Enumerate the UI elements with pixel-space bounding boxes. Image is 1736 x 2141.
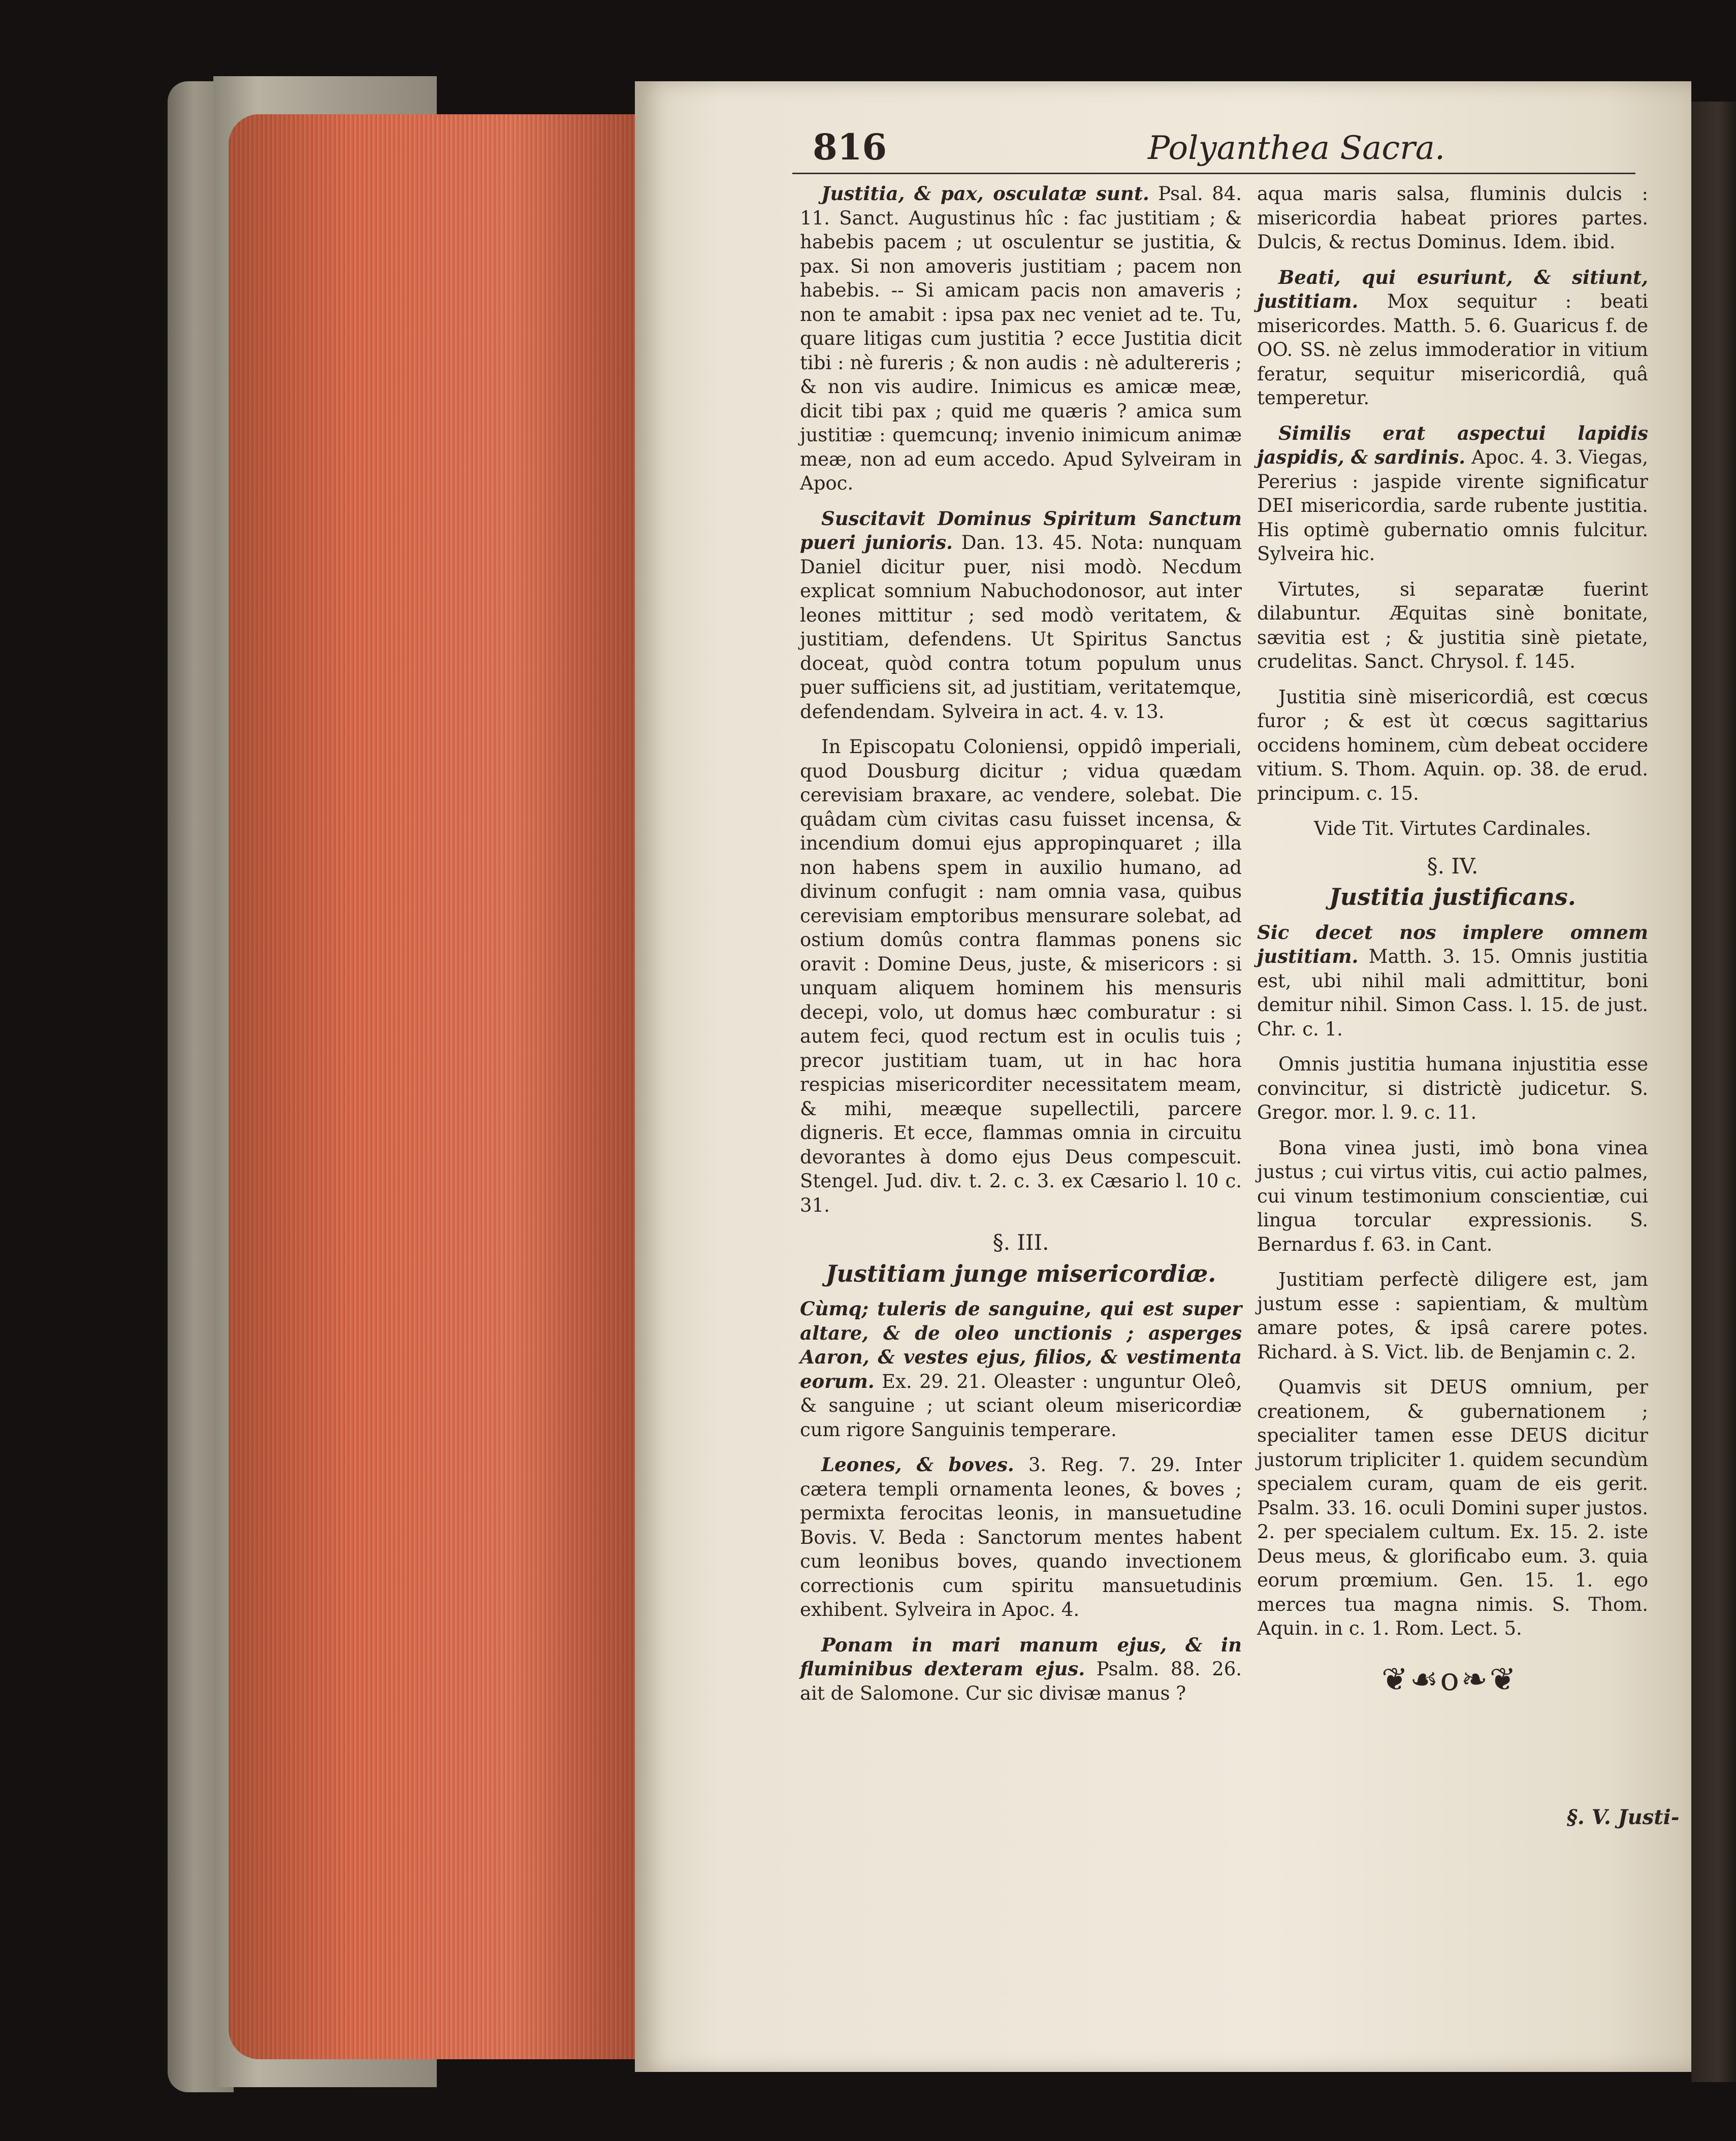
paragraph	[1257, 921, 1648, 1042]
section-number: §. IV.	[1427, 853, 1478, 879]
paragraph-text: Psalm. 88. 26. ait de Salomone. Cur sic divisæ manus ?	[800, 1658, 1242, 1704]
paragraph	[800, 735, 1242, 1217]
section-title: Justitiam junge misericordiæ.	[825, 1259, 1216, 1287]
paragraph-lead: Ponam in mari manum ejus, & in fluminibus dexteram ejus.	[800, 1633, 1242, 1680]
paragraph	[1257, 1052, 1648, 1125]
paragraph-text: Matth. 3. 15. Omnis justitia est, ubi nihil mali admittitur, boni demitur nihil. Simon Cass. l. 15. de just. Chr. c. 1.	[1257, 946, 1648, 1040]
paragraph-lead: Beati, qui esuriunt, & sitiunt, justitiam.	[1257, 266, 1648, 312]
paragraph-text: Vide Tit. Virtutes Cardinales.	[1314, 818, 1591, 839]
paragraph-text: Justitiam perfectè diligere est, jam justum esse : sapientiam, & multùm amare potes, & ipsâ carere potes. Richard. à S. Vict. lib. de Benjamin c. 2.	[1257, 1269, 1648, 1363]
paragraph-text: Omnis justitia humana injustitia esse convincitur, si districtè judicetur. S. Gregor. mor. l. 9. c. 11.	[1257, 1053, 1648, 1123]
paragraph	[1257, 1375, 1648, 1641]
paragraph-text: Ex. 29. 21. Oleaster : unguntur Oleô, & sanguine ; ut sciant oleum misericordiæ cum rigore Sanguinis temperare.	[800, 1370, 1242, 1441]
header-rule	[792, 173, 1635, 174]
paragraph-lead: Cùmq; tuleris de sanguine, qui est super altare, & de oleo unctionis ; asperges Aaron, & vestes ejus, filios, & vestimenta eorum.	[800, 1297, 1242, 1392]
paragraph-text: Justitia sinè misericordiâ, est cœcus furor ; & est ùt cœcus sagittarius occidens hominem, cùm debeat occidere vitium. S. Thom. Aquin. op. 38. de erud. principum. c. 15.	[1257, 686, 1648, 804]
paragraph-text: aqua maris salsa, fluminis dulcis : misericordia habeat priores partes. Dulcis, & rectus Dominus. Idem. ibid.	[1257, 183, 1648, 253]
paragraph-lead: Similis erat aspectui lapidis jaspidis, & sardinis.	[1257, 421, 1648, 468]
paragraph-lead: Sic decet nos implere omnem justitiam.	[1257, 921, 1648, 967]
paragraph	[800, 1633, 1242, 1706]
paragraph	[1257, 1268, 1648, 1364]
right-column	[1257, 182, 1648, 1652]
paragraph	[1257, 266, 1648, 410]
paragraph	[1257, 182, 1648, 254]
catchword: §. V. Justi-	[1567, 1805, 1680, 1829]
paragraph	[1257, 577, 1648, 674]
running-title: Polyanthea Sacra.	[1148, 129, 1445, 167]
paragraph-text: Dan. 13. 45. Nota: nunquam Daniel dicitur puer, nisi modò. Necdum explicat somnium Nabuchodonosor, aut inter leones mittitur ; sed modò veritatem, & justitiam, defendens. Ut Spiritus Sanctus doceat, quòd contra totum populum unus puer sufficiens sit, ad justitiam, veritatemque, defendendam. Sylveira in act. 4. v. 13.	[800, 532, 1242, 723]
paragraph	[800, 1453, 1242, 1622]
paragraph-text: 3. Reg. 7. 29. Inter cætera templi ornamenta leones, & boves ; permixta ferocitas leonis, in mansuetudine Bovis. V. Beda : Sanctorum mentes habent cum leonibus boves, quando invectionem correctionis cum spiritu mansuetudinis exhibent. Sylveira in Apoc. 4.	[800, 1454, 1242, 1620]
paragraph	[800, 182, 1242, 496]
paragraph-text: Quamvis sit DEUS omnium, per creationem, & gubernationem ; specialiter tamen esse DEUS dicitur justorum tripliciter 1. quidem secundùm specialem curam, quam de eis gerit. Psalm. 33. 16. oculi Domini super justos. 2. per specialem cultum. Ex. 15. 2. iste Deus meus, & glorificabo eum. 3. quia eorum prœmium. Gen. 15. 1. ego merces tua magna nimis. S. Thom. Aquin. in c. 1. Rom. Lect. 5.	[1257, 1376, 1648, 1639]
paragraph-lead: Leones, & boves.	[821, 1453, 1014, 1476]
paragraph-text: Mox sequitur : beati misericordes. Matth. 5. 6. Guaricus f. de OO. SS. nè zelus immoderatior in vitium feratur, sequitur misericordiâ, quâ temperetur.	[1257, 290, 1648, 409]
paragraph	[800, 1297, 1242, 1442]
section-title: Justitia justificans.	[1329, 883, 1576, 911]
cross-reference	[1257, 817, 1648, 841]
left-column	[800, 182, 1242, 1716]
paragraph-text: Virtutes, si separatæ fuerint dilabuntur. Æquitas sinè bonitate, sævitia est ; & justitia sinè pietate, crudelitas. Sanct. Chrysol. f. 145.	[1257, 578, 1648, 672]
paragraph-text: Apoc. 4. 3. Viegas, Pererius : jaspide virente significatur DEI misericordia, sarde rubente justitia. His optimè gubernatio omnis fulcitur. Sylveira hic.	[1257, 446, 1648, 565]
page-number: 816	[813, 126, 887, 168]
paragraph-text: Psal. 84. 11. Sanct. Augustinus hîc : fac justitiam ; & habebis pacem ; ut osculentur se justitia, & pax. Si non amoveris justitiam ; pacem non habebis. -- Si amicam pacis non amaveris ; non te amabit : ipsa pax nec veniet ad te. Tu, quare litigas cum justitia ? ecce Justitia dicit tibi : nè fureris ; & non audis : nè adultereris ; & non vis audire. Inimicus es amicæ meæ, dicit tibi pax ; quid me quæris ? amica sum justitiæ : quemcunq; invenio inimicum animæ meæ, non ad eum accedo. Apud Sylveiram in Apoc.	[800, 183, 1242, 494]
paragraph	[1257, 685, 1648, 806]
paragraph-lead: Suscitavit Dominus Spiritum Sanctum pueri junioris.	[800, 507, 1242, 554]
facing-page-edge	[1691, 102, 1736, 2082]
page-edges-shadow	[229, 114, 635, 2059]
paragraph-lead: Justitia, & pax, osculatæ sunt.	[821, 182, 1149, 205]
paragraph-text: Bona vinea justi, imò bona vinea justus ; cui virtus vitis, cui actio palmes, cui vinum testimonium conscientiæ, cui lingua torcular expressionis. S. Bernardus f. 63. in Cant.	[1257, 1137, 1648, 1255]
section-number: §. III.	[992, 1230, 1049, 1255]
paragraph	[1257, 421, 1648, 566]
paragraph	[1257, 1136, 1648, 1257]
paragraph	[800, 507, 1242, 724]
paragraph-text: In Episcopatu Coloniensi, oppidô imperiali, quod Dousburg dicitur ; vidua quædam cerevisiam braxare, ac vendere, solebat. Die quâdam cùm civitas casu fuisset incensa, & incendium domui ejus appropinquaret ; illa non habens spem in auxilio humano, ad divinum confugit : nam omnia vasa, quibus cerevisiam emptoribus mensurare solebat, ad ostium domûs contra flammas ponens sic oravit : Domine Deus, juste, & misericors : si unquam aliquem hominem his mensuris decepi, volo, ut domus hæc comburatur : si autem feci, quod rectum est in oculis tuis ; precor justitiam tuam, ut in hac hora respicias misericorditer necessitatem meam, & mihi, meæque supellectili, parcere digneris. Et ecce, flammas omnia in circuitu devorantes à domo ejus Deus compescuit. Stengel. Jud. div. t. 2. c. 3. ex Cæsario l. 10 c. 31.	[800, 736, 1242, 1216]
printers-ornament: ❦☙o❧❦	[1381, 1661, 1518, 1698]
